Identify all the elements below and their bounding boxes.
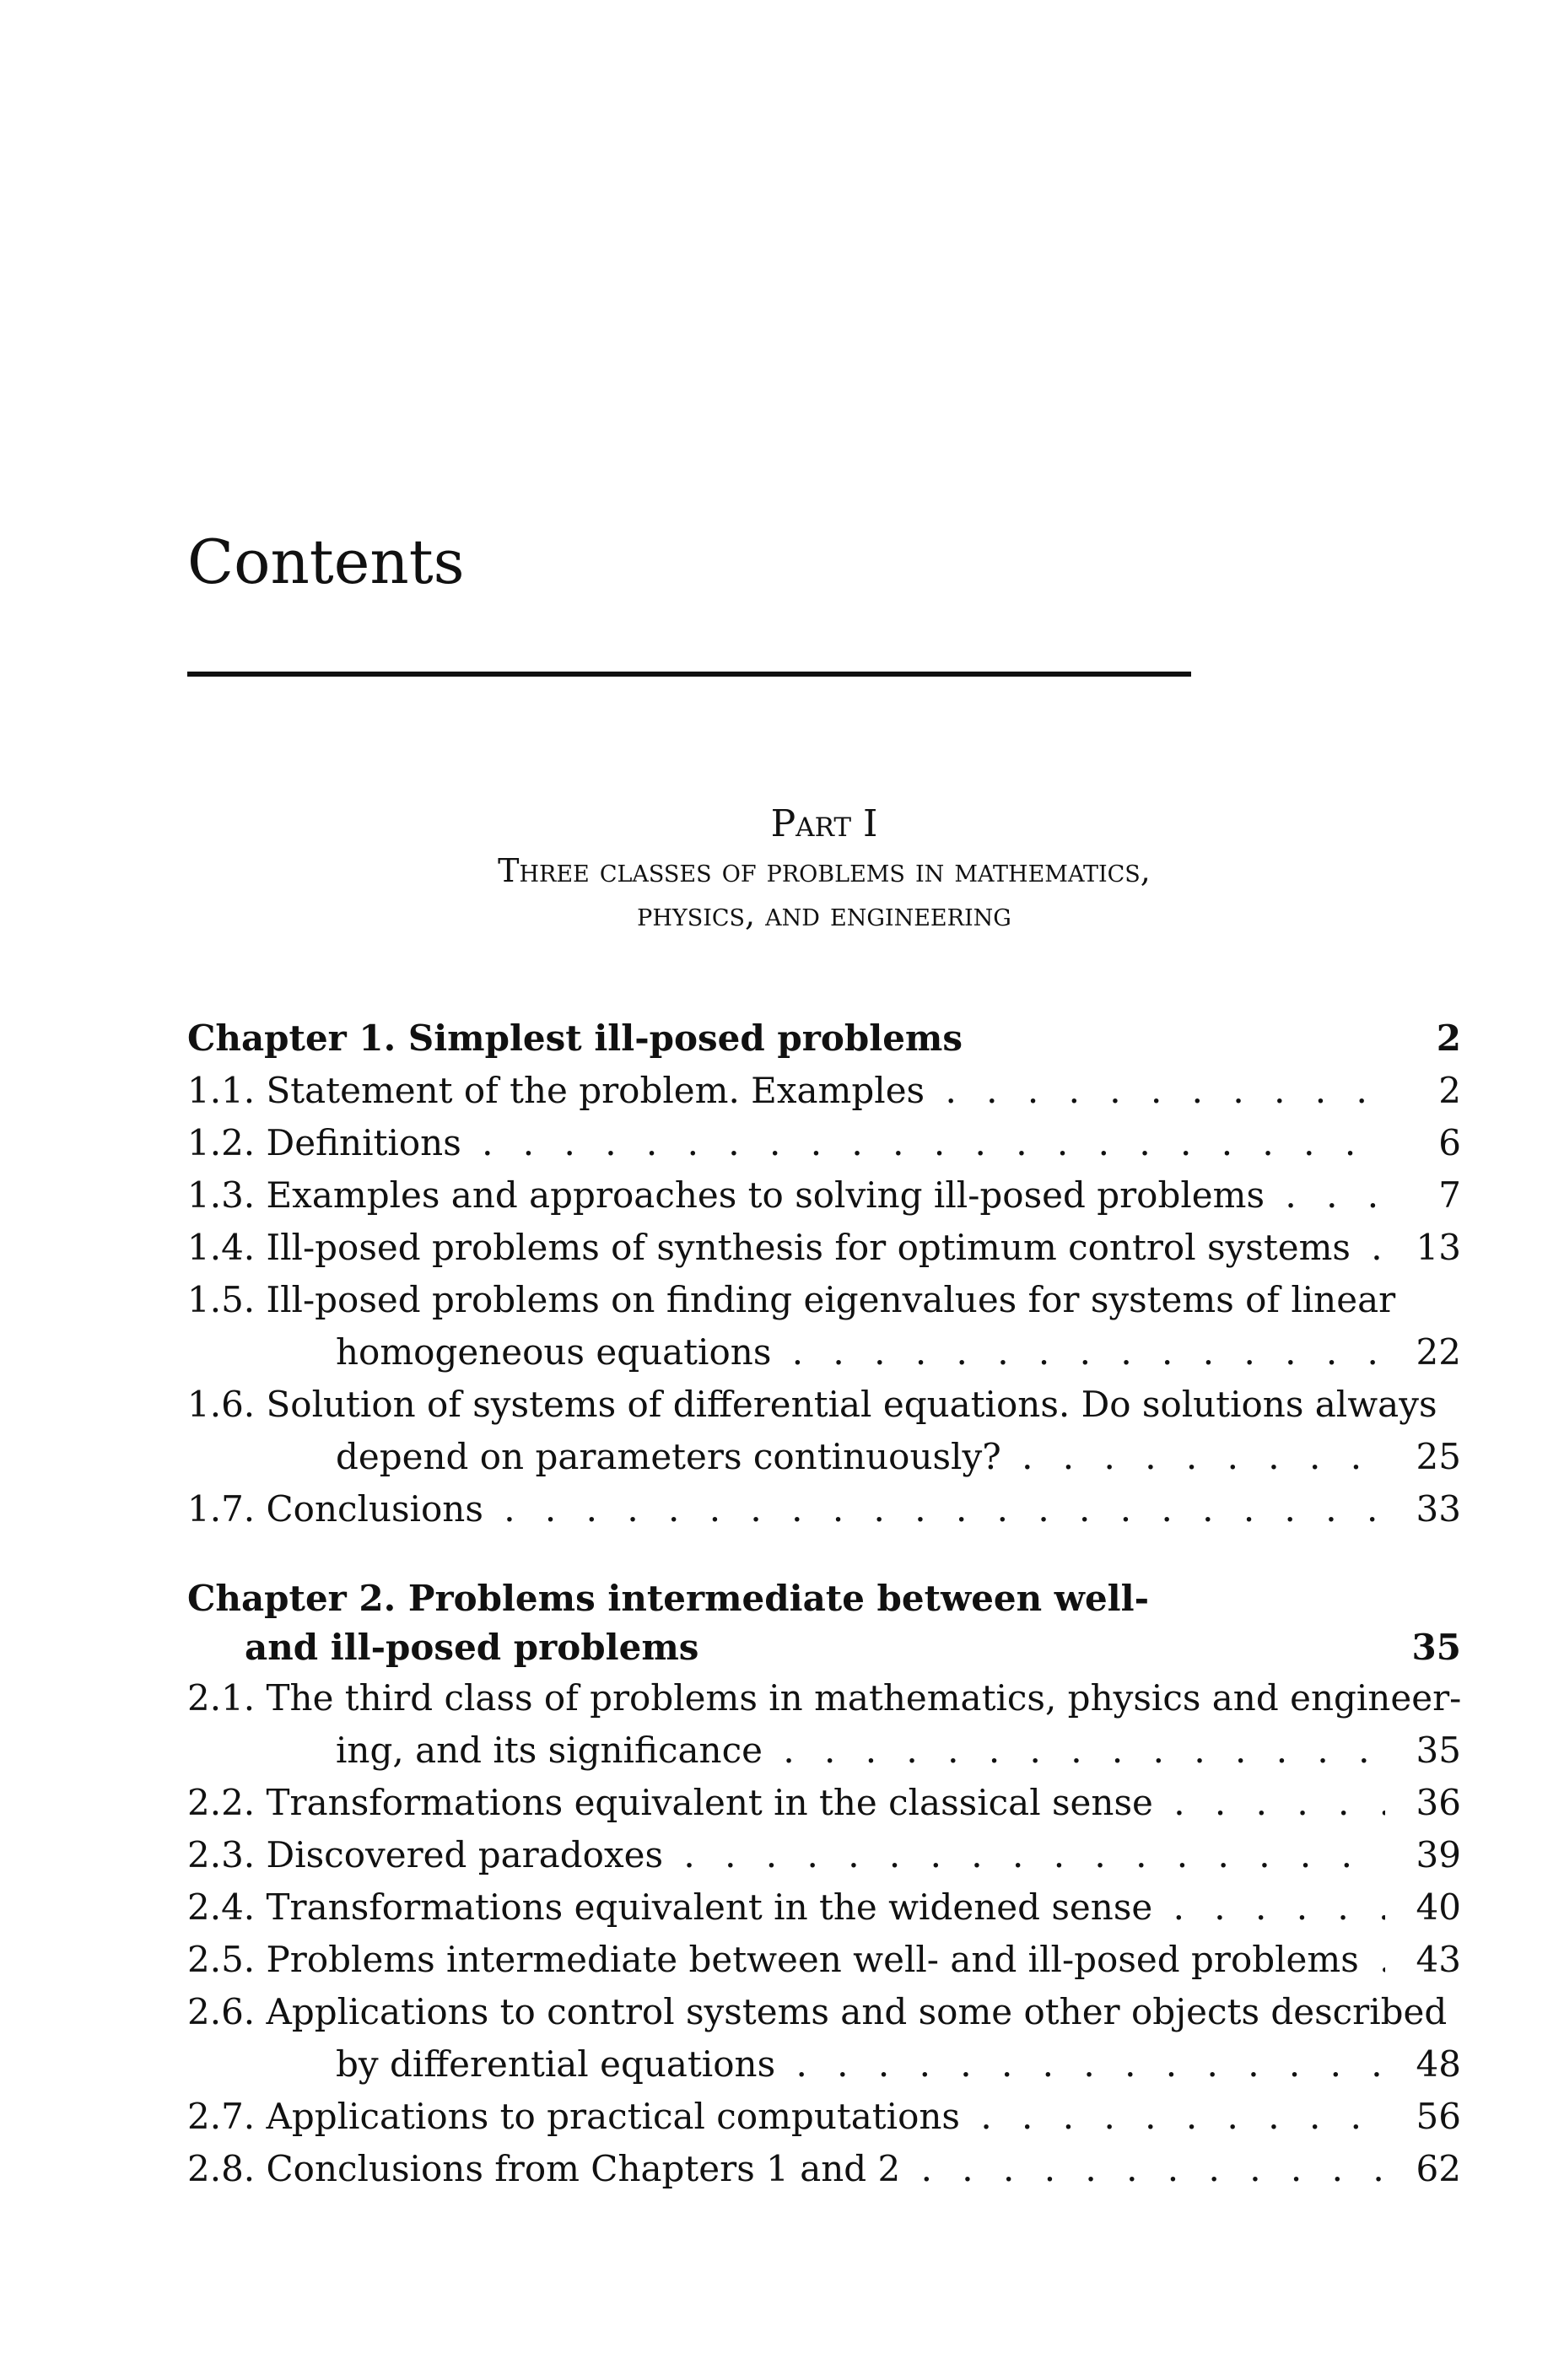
section-page: 43 [1416,1939,1461,1980]
section-number: 2.5. [187,1939,256,1980]
section-title-line2: homogeneous equations . . . [336,1326,1385,1379]
chapter-title: Chapter 1. Simplest ill-posed problems [187,1017,963,1059]
section-title-line2: depend on parameters continuously? . . . [336,1431,1385,1483]
section-number: 1.1. [187,1070,256,1111]
section-number: 2.1. [187,1677,256,1719]
toc-entry-1-2[interactable] [187,1117,1461,1169]
section-title: Conclusions . . . [255,1483,1385,1535]
section-page: 56 [1416,2096,1461,2137]
title-rule [187,672,1191,677]
section-title-line1: 1.6. Solution of systems of differential equations. Do solutions always [187,1384,1437,1425]
section-title: Statement of the problem. Examples . . . [255,1065,1385,1117]
section-page: 33 [1416,1488,1461,1530]
section-page: 40 [1416,1886,1461,1928]
section-number: 2.2. [187,1782,256,1823]
chapter-title-line1: Chapter 2. Problems intermediate between well- [187,1578,1150,1619]
toc-entry-2-2[interactable] [187,1777,1461,1829]
section-number: 2.8. [187,2148,256,2189]
chapter-page: 35 [1411,1627,1461,1668]
section-title: Applications to practical computations . . . [255,2091,1385,2143]
toc-entry-1-7[interactable] [187,1483,1461,1535]
toc-entry-2-6[interactable] [187,1986,1461,2091]
part-subtitle-line2: physics, and engineering [637,896,1011,933]
toc-entry-2-5[interactable] [187,1934,1461,1986]
chapter-page: 2 [1436,1017,1461,1059]
section-title: Ill-posed problems of synthesis for optimum control systems . . . [255,1222,1385,1274]
toc-entry-2-8[interactable] [187,2143,1461,2195]
section-title: Problems intermediate between well- and ill-posed problems . . . [255,1934,1385,1986]
section-number: 1.6. [187,1384,256,1425]
section-page: 62 [1416,2148,1461,2189]
section-title-line1: 1.5. Ill-posed problems on finding eigenvalues for systems of linear [187,1279,1396,1320]
toc-entry-1-5[interactable] [187,1274,1461,1379]
toc-entry-1-4[interactable] [187,1222,1461,1274]
toc-entry-2-1[interactable] [187,1672,1461,1777]
section-page: 7 [1438,1174,1461,1216]
toc-entry-2-4[interactable] [187,1881,1461,1934]
section-title-line1: 2.1. The third class of problems in mathematics, physics and engineer- [187,1677,1462,1719]
section-number: 2.4. [187,1886,256,1928]
chapter-title-line2: and ill-posed problems [245,1627,699,1668]
chapter-gap [187,1535,1461,1574]
part-label: Part I [770,802,878,845]
section-number: 1.2. [187,1122,256,1163]
section-page: 25 [1416,1436,1461,1477]
section-page: 6 [1438,1122,1461,1163]
section-number: 2.3. [187,1834,256,1875]
section-number: 2.7. [187,2096,256,2137]
section-title: Examples and approaches to solving ill-posed problems . . . [255,1169,1385,1222]
section-page: 39 [1416,1834,1461,1875]
section-title-line1: 2.6. Applications to control systems and some other objects described [187,1991,1448,2032]
table-of-contents [187,1012,1461,2195]
toc-entry-1-3[interactable] [187,1169,1461,1222]
section-number: 1.3. [187,1174,256,1216]
chapter-1-entry[interactable] [187,1012,1461,1065]
section-page: 35 [1416,1730,1461,1771]
section-page: 48 [1416,2043,1461,2085]
section-number: 2.6. [187,1991,256,2032]
section-page: 13 [1416,1227,1461,1268]
page-title: Contents [187,526,465,597]
part-subtitle-line1: Three classes of problems in mathematics, [498,852,1151,889]
section-title: Conclusions from Chapters 1 and 2 . . . [255,2143,1385,2195]
toc-entry-1-6[interactable] [187,1379,1461,1483]
section-title: Transformations equivalent in the classical sense . . . [255,1777,1385,1829]
section-page: 2 [1438,1070,1461,1111]
toc-entry-2-7[interactable] [187,2091,1461,2143]
section-title: Transformations equivalent in the widened sense . . . [255,1881,1385,1934]
section-title: Discovered paradoxes . . . [255,1829,1385,1881]
section-page: 36 [1416,1782,1461,1823]
part-heading [187,802,1461,933]
section-title: Definitions . . . [255,1117,1385,1169]
toc-entry-1-1[interactable] [187,1065,1461,1117]
chapter-2-entry[interactable] [187,1574,1461,1672]
section-title-line2: by differential equations . . . [336,2038,1385,2091]
toc-entry-2-3[interactable] [187,1829,1461,1881]
section-title-line2: ing, and its significance . . . [336,1724,1385,1777]
section-number: 1.4. [187,1227,256,1268]
section-number: 1.5. [187,1279,256,1320]
section-number: 1.7. [187,1488,256,1530]
section-page: 22 [1416,1331,1461,1373]
